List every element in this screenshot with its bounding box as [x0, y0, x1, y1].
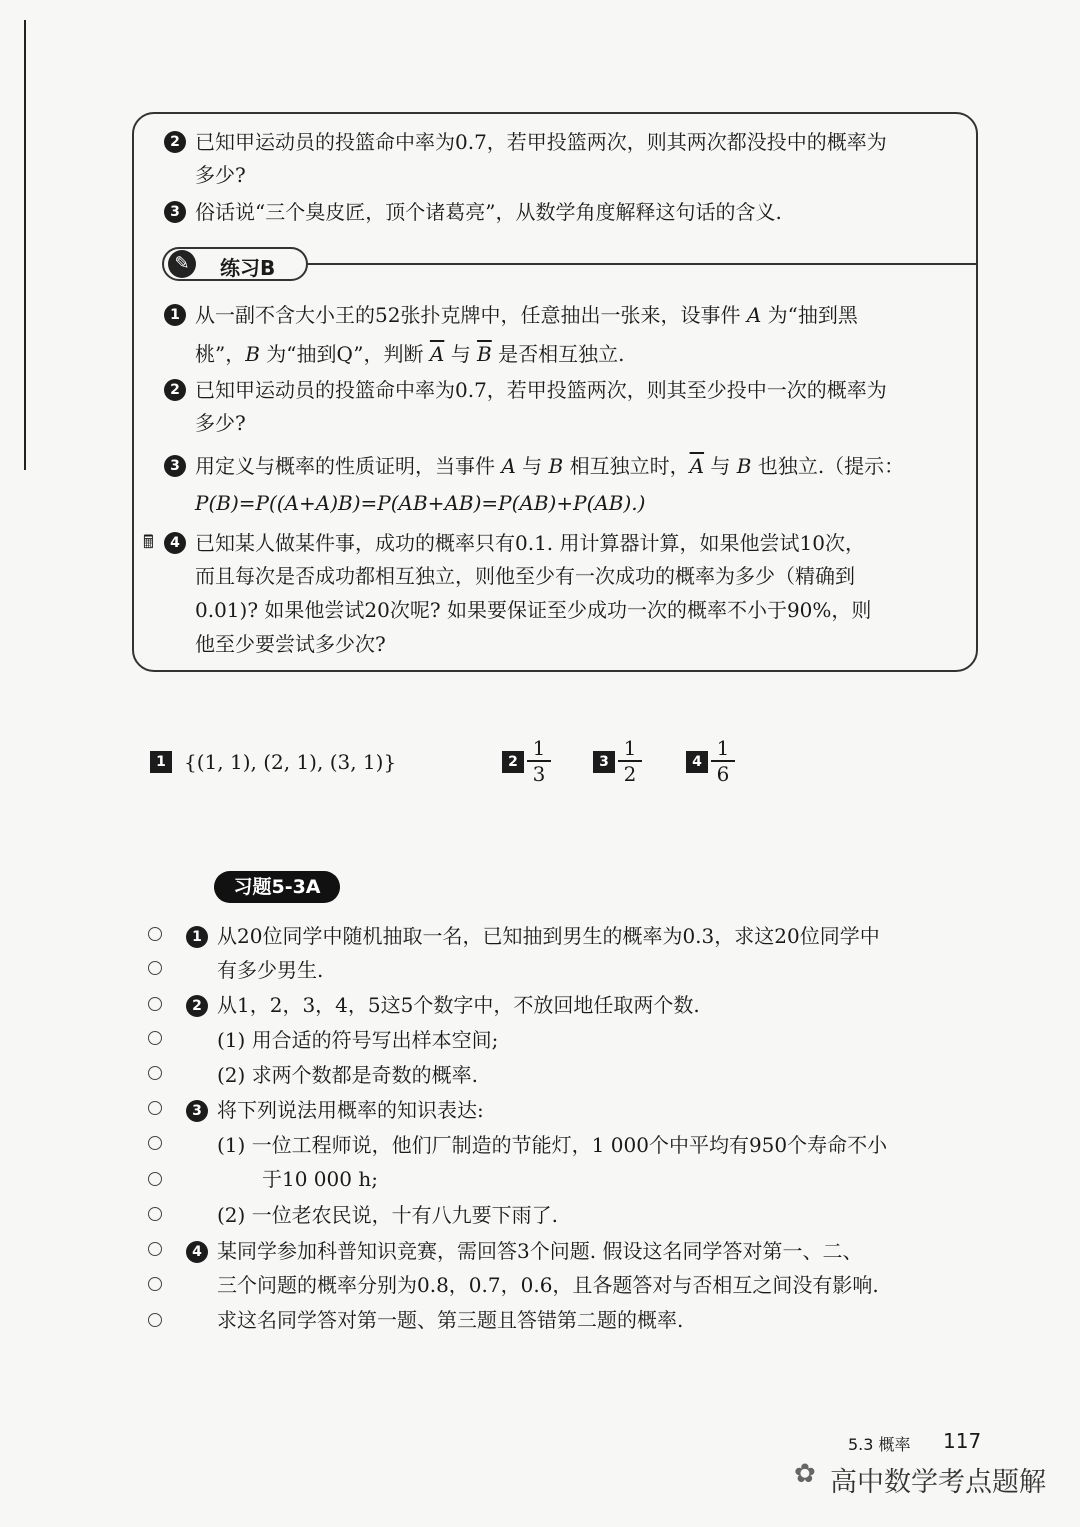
question-text: 三个问题的概率分别为0.8，0.7，0.6，且各题答对与否相互之间没有影响. [217, 1273, 879, 1297]
question-number: 2 [186, 995, 208, 1017]
formula-text: P(B)=P((A+A)B)=P(AB+AB)=P(AB)+P(AB).) [195, 491, 646, 515]
question-text: 从20位同学中随机抽取一名，已知抽到男生的概率为0.3，求这20位同学中 [217, 924, 880, 948]
section-divider [305, 263, 976, 265]
binder-hole [148, 1031, 162, 1045]
exercise-title-badge: 习题5-3A [214, 871, 340, 903]
question-number: 2 [164, 379, 186, 401]
answer-number: 1 [150, 751, 172, 773]
question-text: 而且每次是否成功都相互独立，则他至少有一次成功的概率为多少（精确到 [195, 564, 855, 588]
answer-number: 2 [502, 751, 524, 773]
question-text: (2) 求两个数都是奇数的概率. [217, 1063, 479, 1087]
question-text: 求这名同学答对第一题、第三题且答错第二题的概率. [217, 1308, 684, 1332]
binder-hole [148, 1101, 162, 1115]
practice-b-title: 练习B [220, 256, 276, 280]
question-number: 1 [164, 304, 186, 326]
question-text: 桃”，B 为“抽到Q”，判断 $\overline{A}$ 与 $\overline{B}$ 是否相互独立. [195, 342, 625, 366]
binder-hole [148, 1136, 162, 1150]
question-text: 从1，2，3，4，5这5个数字中，不放回地任取两个数. [217, 993, 700, 1017]
watermark: 高中数学考点题解 [830, 1467, 1046, 1498]
question-text: (1) 一位工程师说，他们厂制造的节能灯，1 000个中平均有950个寿命不小 [217, 1133, 888, 1157]
answer-number: 3 [593, 751, 615, 773]
question-text: 已知甲运动员的投篮命中率为0.7，若甲投篮两次，则其至少投中一次的概率为 [195, 378, 887, 402]
answer-fraction: 1 6 [711, 737, 735, 785]
binder-hole [148, 1277, 162, 1291]
binder-hole [148, 997, 162, 1011]
binder-hole [148, 1242, 162, 1256]
question-number: 1 [186, 926, 208, 948]
question-number: 3 [186, 1100, 208, 1122]
question-text: 有多少男生. [217, 958, 324, 982]
pencil-check-icon: ✎ [168, 250, 196, 278]
question-text: 已知甲运动员的投篮命中率为0.7，若甲投篮两次，则其两次都没投中的概率为 [195, 130, 887, 154]
binding-line [24, 20, 26, 470]
question-text: 用定义与概率的性质证明，当事件 A 与 B 相互独立时，$\overline{A}$ 与 B 也独立.（提示： [195, 454, 905, 478]
answer-fraction: 1 3 [527, 737, 551, 785]
binder-hole [148, 961, 162, 975]
question-number: 2 [164, 131, 186, 153]
question-text: 0.01)? 如果他尝试20次呢? 如果要保证至少成功一次的概率不小于90%，则 [195, 598, 872, 622]
question-text: 某同学参加科普知识竞赛，需回答3个问题. 假设这名同学答对第一、二、 [217, 1239, 863, 1263]
binder-hole [148, 1066, 162, 1080]
question-text: 从一副不含大小王的52张扑克牌中，任意抽出一张来，设事件 A 为“抽到黑 [195, 303, 858, 327]
question-number: 4 [186, 1241, 208, 1263]
page-number: 117 [943, 1429, 982, 1453]
wechat-icon: ✿ [794, 1459, 816, 1489]
question-number: 3 [164, 201, 186, 223]
binder-hole [148, 1207, 162, 1221]
question-number: 3 [164, 455, 186, 477]
practice-b-tab [162, 247, 308, 281]
answer-number: 4 [686, 751, 708, 773]
question-text: 多少? [195, 411, 246, 435]
binder-hole [148, 927, 162, 941]
answer-text: {(1, 1), (2, 1), (3, 1)} [184, 750, 397, 774]
question-text: 于10 000 h; [262, 1167, 378, 1191]
question-number: 4 [164, 532, 186, 554]
question-text: 已知某人做某件事，成功的概率只有0.1. 用计算器计算，如果他尝试10次， [195, 531, 865, 555]
binder-hole [148, 1172, 162, 1186]
binder-hole [148, 1313, 162, 1327]
question-text: (1) 用合适的符号写出样本空间; [217, 1028, 499, 1052]
question-text: 将下列说法用概率的知识表达: [217, 1098, 484, 1122]
question-text: 俗话说“三个臭皮匠，顶个诸葛亮”，从数学角度解释这句话的含义. [195, 200, 782, 224]
question-text: (2) 一位老农民说，十有八九要下雨了. [217, 1203, 559, 1227]
question-text: 他至少要尝试多少次? [195, 632, 386, 656]
answer-fraction: 1 2 [618, 737, 642, 785]
calculator-icon: 🖩 [143, 532, 154, 553]
question-text: 多少? [195, 163, 246, 187]
section-label: 5.3 概率 [848, 1435, 911, 1454]
